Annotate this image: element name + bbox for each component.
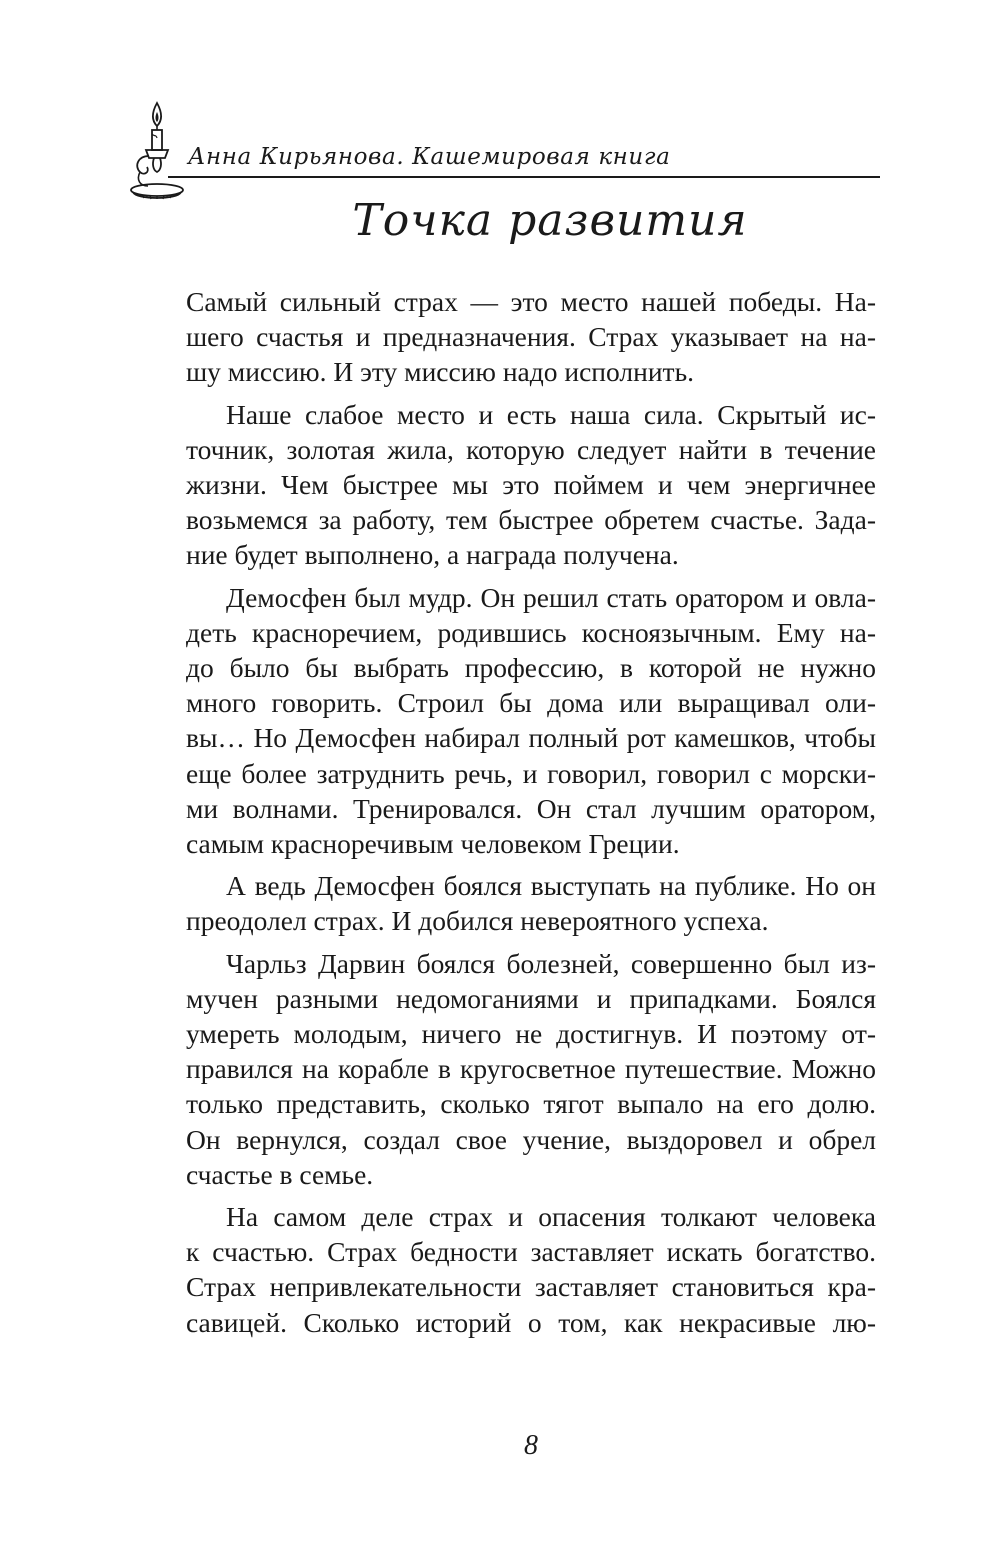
header-rule (168, 176, 880, 178)
text-line: На самом деле страх и опасения толкают человека (226, 1201, 876, 1233)
text-line: Наше слабое место и есть наша сила. Скрытый ис- (226, 398, 876, 430)
text-line: ние будет выполнено, а награда получена. (186, 539, 679, 571)
paragraph (186, 868, 876, 938)
text-line: счастье в семье. (186, 1158, 374, 1190)
candle-icon (126, 100, 188, 208)
text-line: мучен разными недомоганиями и припадками. Боялся (186, 982, 876, 1014)
text-line: умереть молодым, ничего не достигнув. И поэтому от- (186, 1018, 876, 1050)
page-number: 8 (524, 1430, 538, 1461)
paragraph (186, 946, 876, 1192)
text-line: только представить, сколько тягот выпало на его долю. (186, 1088, 876, 1120)
chapter-title: Точка развития (352, 195, 748, 246)
text-line: много говорить. Строил бы дома или выращивал оли- (186, 687, 876, 719)
text-line: А ведь Демосфен боялся выступать на публике. Но он (226, 870, 876, 902)
running-head (118, 100, 880, 210)
text-line: вы… Но Демосфен набирал полный рот камешков, чтобы (186, 722, 876, 754)
paragraph (186, 1199, 876, 1340)
text-line: еще более затруднить речь, и говорил, говорил с морски- (186, 757, 876, 789)
text-line: самым красноречивым человеком Греции. (186, 828, 680, 860)
text-line: возьмемся за работу, тем быстрее обретем счастье. Зада- (186, 504, 876, 536)
text-line: Он вернулся, создал свое учение, выздоровел и обрел (186, 1123, 876, 1155)
paragraph (186, 580, 876, 862)
running-head-text: Анна Кирьянова. Кашемировая книга (188, 144, 671, 170)
paragraph (186, 284, 876, 390)
text-line: Чарльз Дарвин боялся болезней, совершенно был из- (226, 947, 876, 979)
text-line: ми волнами. Тренировался. Он стал лучшим оратором, (186, 792, 876, 824)
text-line: Демосфен был мудр. Он решил стать оратором и овла- (226, 581, 876, 613)
text-line: до было бы выбрать профессию, в которой не нужно (186, 652, 876, 684)
text-line: точник, золотая жила, которую следует найти в течение (186, 433, 876, 465)
text-line: савицей. Сколько историй о том, как некрасивые лю- (186, 1306, 876, 1338)
text-line: преодолел страх. И добился невероятного успеха. (186, 905, 769, 937)
body-text (186, 284, 876, 1347)
text-line: шего счастья и предназначения. Страх указывает на на- (186, 321, 876, 353)
text-line: правился на корабле в кругосветное путешествие. Можно (186, 1053, 876, 1085)
text-line: Страх непривлекательности заставляет становиться кра- (186, 1271, 876, 1303)
text-line: шу миссию. И эту миссию надо исполнить. (186, 356, 694, 388)
text-line: жизни. Чем быстрее мы это поймем и чем энергичнее (186, 469, 876, 501)
text-line: деть красноречием, родившись косноязычным. Ему на- (186, 616, 876, 648)
text-line: Самый сильный страх — это место нашей победы. На- (186, 286, 876, 317)
paragraph (186, 397, 876, 573)
text-line: к счастью. Страх бедности заставляет искать богатство. (186, 1236, 876, 1268)
